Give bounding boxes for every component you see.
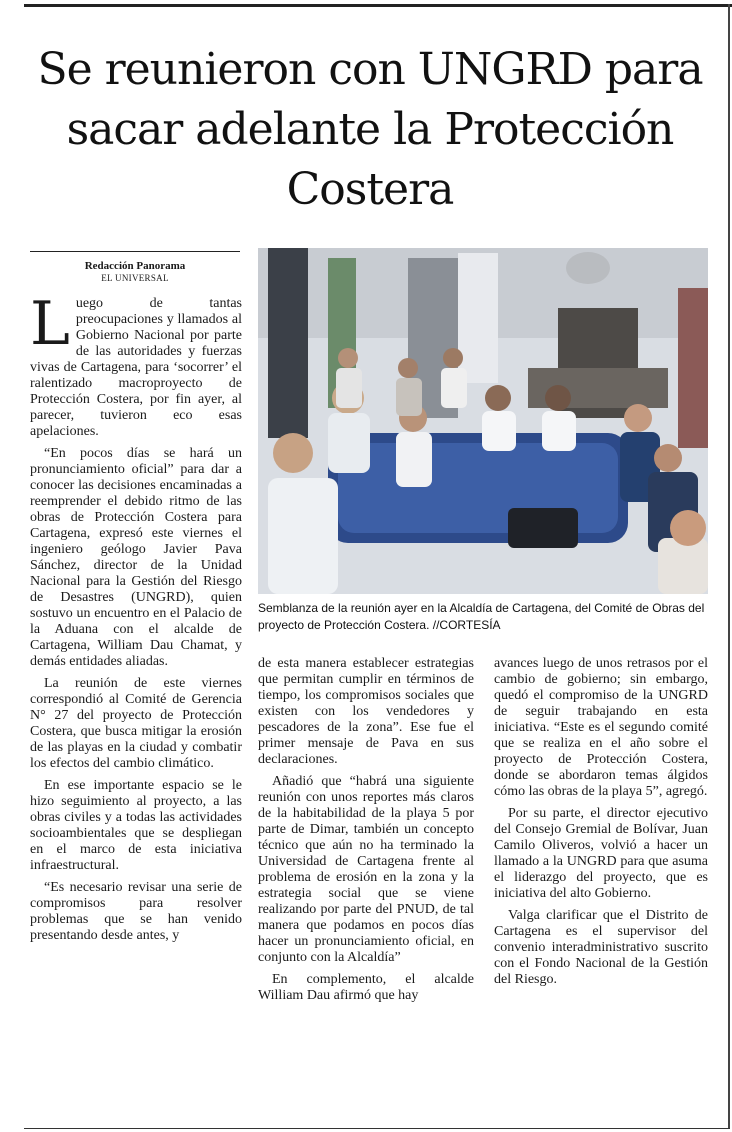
text-column-3 (494, 656, 708, 994)
text-column-1 (30, 289, 242, 950)
paragraph-6: de esta manera establecer estrategias que permitan cumplir en términos de tiempo, los compromisos sociales que existen con los vendedores y pescadores de la zona”. Ese fue el primer mensaje de Pava en sus declaraciones. (258, 656, 474, 767)
top-rule (24, 4, 732, 7)
paragraph-11: Valga clarificar que el Distrito de Cartagena es el supervisor del convenio interadministrativo suscrito con el Fondo Nacional de la Gestión del Riesgo. (494, 908, 708, 987)
text-column-2 (258, 656, 474, 1010)
paragraph-8: En complemento, el alcalde William Dau afirmó que hay (258, 972, 474, 1003)
paragraph-1 (30, 289, 242, 440)
paragraph-1-text: uego de tantas preocupaciones y llamados al Gobierno Nacional por parte de las autoridades y fuerzas vivas de Cartagena, para ‘socorrer’ el ralentizado macroproyecto de Protección Costera, por fin ayer, al parecer, tuvieron eco esas apelaciones. (30, 296, 242, 439)
paragraph-2: “En pocos días se hará un pronunciamiento oficial” para dar a conocer las decisiones encaminadas a reemprender el debido ritmo de las obras de Protección Costera para Cartagena, expresó este viernes el ingeniero geólogo Javier Pava Sánchez, director de la Unidad Nacional para la Gestión del Riesgo de Desastres (UNGRD), quien sostuvo un encuentro en el Palacio de la Aduana con el alcalde de Cartagena, William Dau Chamat, y demás entidades aliadas. (30, 446, 242, 669)
paragraph-10: Por su parte, el director ejecutivo del Consejo Gremial de Bolívar, Juan Camilo Oliveros, volvió a hacer un llamado a la UNGRD para que asuma el liderazgo del proyecto, que es iniciativa del alto Gobierno. (494, 806, 708, 901)
meeting-photo (258, 248, 708, 594)
byline (30, 260, 240, 284)
photo-caption: Semblanza de la reunión ayer en la Alcaldía de Cartagena, del Comité de Obras del proyecto de Protección Costera. //CORTESÍA (258, 601, 705, 632)
paragraph-7: Añadió que “habrá una siguiente reunión con unos reportes más claros de la habitabilidad de la playa 5 por parte de Dimar, también un concepto técnico que aún no ha terminado la Universidad de Cartagena frente al problema de erosión en la zona y la estrategia social que se viene realizando por parte del PNUD, de tal manera que podamos en pocos días hacer un pronunciamiento oficial, en conjunto con la Alcaldía” (258, 774, 474, 965)
paragraph-4: En ese importante espacio se le hizo seguimiento al proyecto, a las obras civiles y a todas las actividades socioambientales que se despliegan en el marco de esta iniciativa infraestructural. (30, 778, 242, 873)
bottom-rule (24, 1128, 730, 1129)
paragraph-9: avances luego de unos retrasos por el cambio de gobierno; sin embargo, quedó el compromiso de la UNGRD de seguir trabajando en esta iniciativa. “Este es el segundo comité que se realiza en el año sobre el proyecto de Protección Costera, donde se abordaron temas álgidos cómo las obras de la playa 5”, agregó. (494, 656, 708, 799)
byline-outlet: EL UNIVERSAL (101, 273, 169, 283)
byline-rule (30, 251, 240, 252)
headline: Se reunieron con UNGRD para sacar adelante la Protección Costera (37, 44, 703, 215)
byline-name: Redacción Panorama (84, 260, 186, 272)
right-rule (728, 4, 730, 1128)
paragraph-3: La reunión de este viernes correspondió al Comité de Gerencia N° 27 del proyecto de Protección Costera, que busca mitigar la erosión de las playas en la ciudad y combatir los efectos del cambio climático. (30, 676, 242, 771)
meeting-photo-illustration (258, 248, 708, 594)
dropcap: L (30, 289, 70, 359)
paragraph-5: “Es necesario revisar una serie de compromisos para resolver problemas que se han venido presentando desde antes, y (30, 880, 242, 943)
